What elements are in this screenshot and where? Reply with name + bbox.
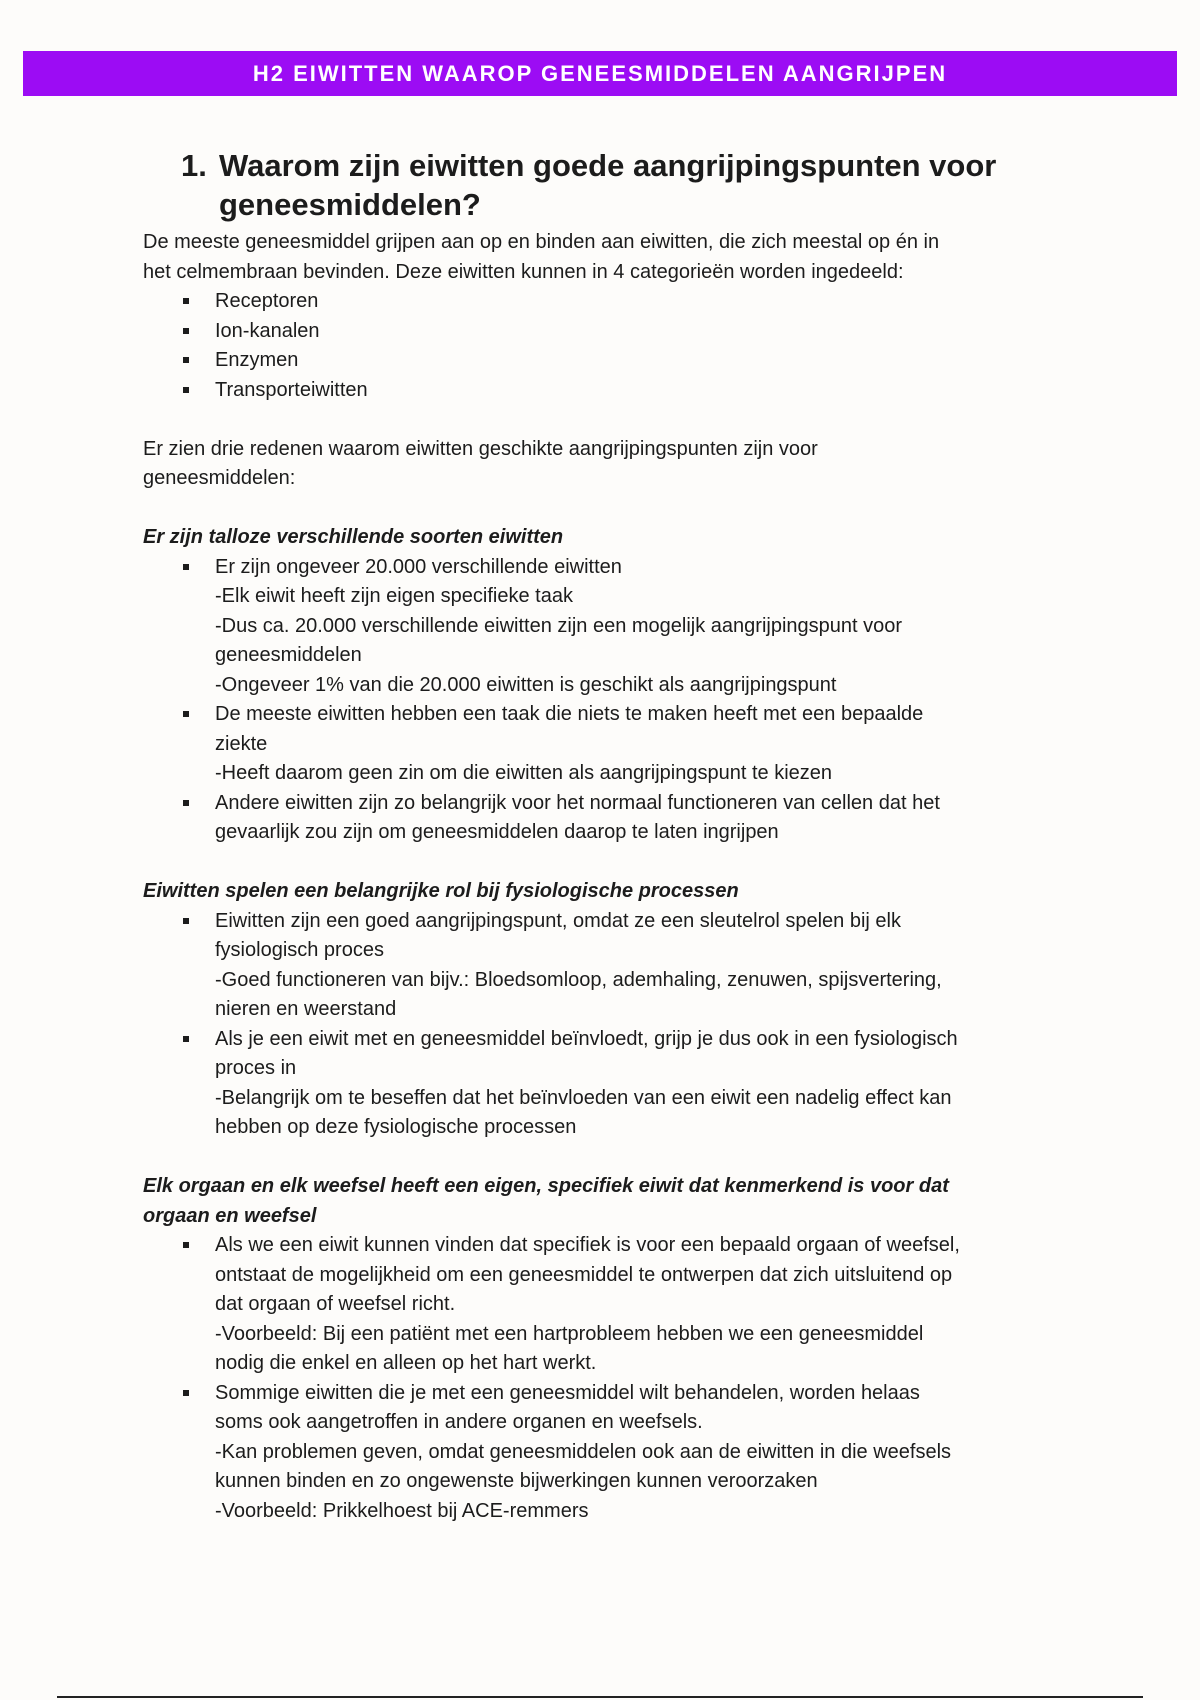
chapter-title: H2 EIWITTEN WAAROP GENEESMIDDELEN AANGRIJPEN <box>252 60 948 86</box>
list-line: hebben op deze fysiologische processen <box>215 1116 577 1138</box>
list-item <box>143 1379 1063 1527</box>
list-line: fysiologisch proces <box>215 939 384 961</box>
subheading: orgaan en weefsel <box>143 1204 317 1227</box>
list-line: Als we een eiwit kunnen vinden dat specifiek is voor een bepaald orgaan of weefsel, <box>215 1234 960 1256</box>
bullet-list <box>143 1231 1063 1526</box>
list-line: -Heeft daarom geen zin om die eiwitten als aangrijpingspunt te kiezen <box>215 762 833 784</box>
list-line: Als je een eiwit met en geneesmiddel beïnvloedt, grijp je dus ook in een fysiologisch <box>215 1027 958 1050</box>
list-item <box>143 789 1063 848</box>
list-line: -Kan problemen geven, omdat geneesmiddelen ook aan de eiwitten in die weefsels <box>215 1440 952 1463</box>
list-line: Sommige eiwitten die je met een geneesmiddel wilt behandelen, worden helaas <box>215 1381 920 1404</box>
list-item: Ion-kanalen <box>143 317 1063 347</box>
list-line: -Ongeveer 1% van die 20.000 eiwitten is geschikt als aangrijpingspunt <box>215 673 837 696</box>
bullet-list <box>143 553 1063 848</box>
section-heading <box>143 146 1063 224</box>
heading-line: Waarom zijn eiwitten goede aangrijpingspunten voor <box>219 148 997 183</box>
list-line: Er zijn ongeveer 20.000 verschillende eiwitten <box>215 555 622 578</box>
subheading: Eiwitten spelen een belangrijke rol bij fysiologische processen <box>143 880 739 902</box>
list-line: kunnen binden en zo ongewenste bijwerkingen kunnen veroorzaken <box>215 1470 818 1492</box>
list-line: gevaarlijk zou zijn om geneesmiddelen daarop te laten ingrijpen <box>215 821 779 843</box>
list-line: ontstaat de mogelijkheid om een geneesmiddel te ontwerpen dat zich uitsluitend op <box>215 1263 953 1286</box>
category-list <box>143 287 1063 405</box>
list-item: Receptoren <box>143 287 1063 317</box>
chapter-banner <box>23 51 1177 96</box>
list-line: -Voorbeeld: Prikkelhoest bij ACE-remmers <box>215 1499 589 1522</box>
list-line: -Goed functioneren van bijv.: Bloedsomloop, ademhaling, zenuwen, spijsvertering, <box>215 968 942 991</box>
paragraph-line: geneesmiddelen: <box>143 467 296 489</box>
heading-line: geneesmiddelen? <box>219 187 481 222</box>
subheading: Er zijn talloze verschillende soorten eiwitten <box>143 526 564 548</box>
paragraph-line: Er zien drie redenen waarom eiwitten geschikte aangrijpingspunten zijn voor <box>143 437 818 460</box>
list-line: nodig die enkel en alleen op het hart werkt. <box>215 1352 597 1374</box>
list-line: Eiwitten zijn een goed aangrijpingspunt, omdat ze een sleutelrol spelen bij elk <box>215 909 901 932</box>
paragraph-line: De meeste geneesmiddel grijpen aan op en binden aan eiwitten, die zich meestal op én in <box>143 231 940 253</box>
footer-rule <box>57 1696 1143 1698</box>
list-line: nieren en weerstand <box>215 998 397 1020</box>
subheading: Elk orgaan en elk weefsel heeft een eigen, specifiek eiwit dat kenmerkend is voor dat <box>143 1175 949 1197</box>
list-item <box>143 1025 1063 1143</box>
list-item: Enzymen <box>143 346 1063 376</box>
list-line: geneesmiddelen <box>215 644 362 666</box>
list-line: -Dus ca. 20.000 verschillende eiwitten zijn een mogelijk aangrijpingspunt voor <box>215 614 903 637</box>
list-line: -Belangrijk om te beseffen dat het beïnvloeden van een eiwit een nadelig effect kan <box>215 1086 952 1109</box>
list-line: Andere eiwitten zijn zo belangrijk voor het normaal functioneren van cellen dat het <box>215 791 940 814</box>
heading-text <box>219 146 996 224</box>
list-item <box>143 553 1063 701</box>
list-item: Transporteiwitten <box>143 376 1063 406</box>
list-line: -Voorbeeld: Bij een patiënt met een hartprobleem hebben we een geneesmiddel <box>215 1322 924 1345</box>
list-line: ziekte <box>215 732 268 755</box>
paragraph-line: het celmembraan bevinden. Deze eiwitten kunnen in 4 categorieën worden ingedeeld: <box>143 260 904 283</box>
list-line: soms ook aangetroffen in andere organen en weefsels. <box>215 1411 703 1433</box>
list-line: De meeste eiwitten hebben een taak die niets te maken heeft met een bepaalde <box>215 703 924 725</box>
document-body <box>143 146 1063 1526</box>
list-item <box>143 907 1063 1025</box>
heading-number: 1. <box>181 148 207 183</box>
list-line: dat orgaan of weefsel richt. <box>215 1293 456 1315</box>
list-item <box>143 700 1063 789</box>
list-item <box>143 1231 1063 1379</box>
list-line: -Elk eiwit heeft zijn eigen specifieke taak <box>215 585 573 607</box>
bullet-list <box>143 907 1063 1143</box>
list-line: proces in <box>215 1057 297 1079</box>
